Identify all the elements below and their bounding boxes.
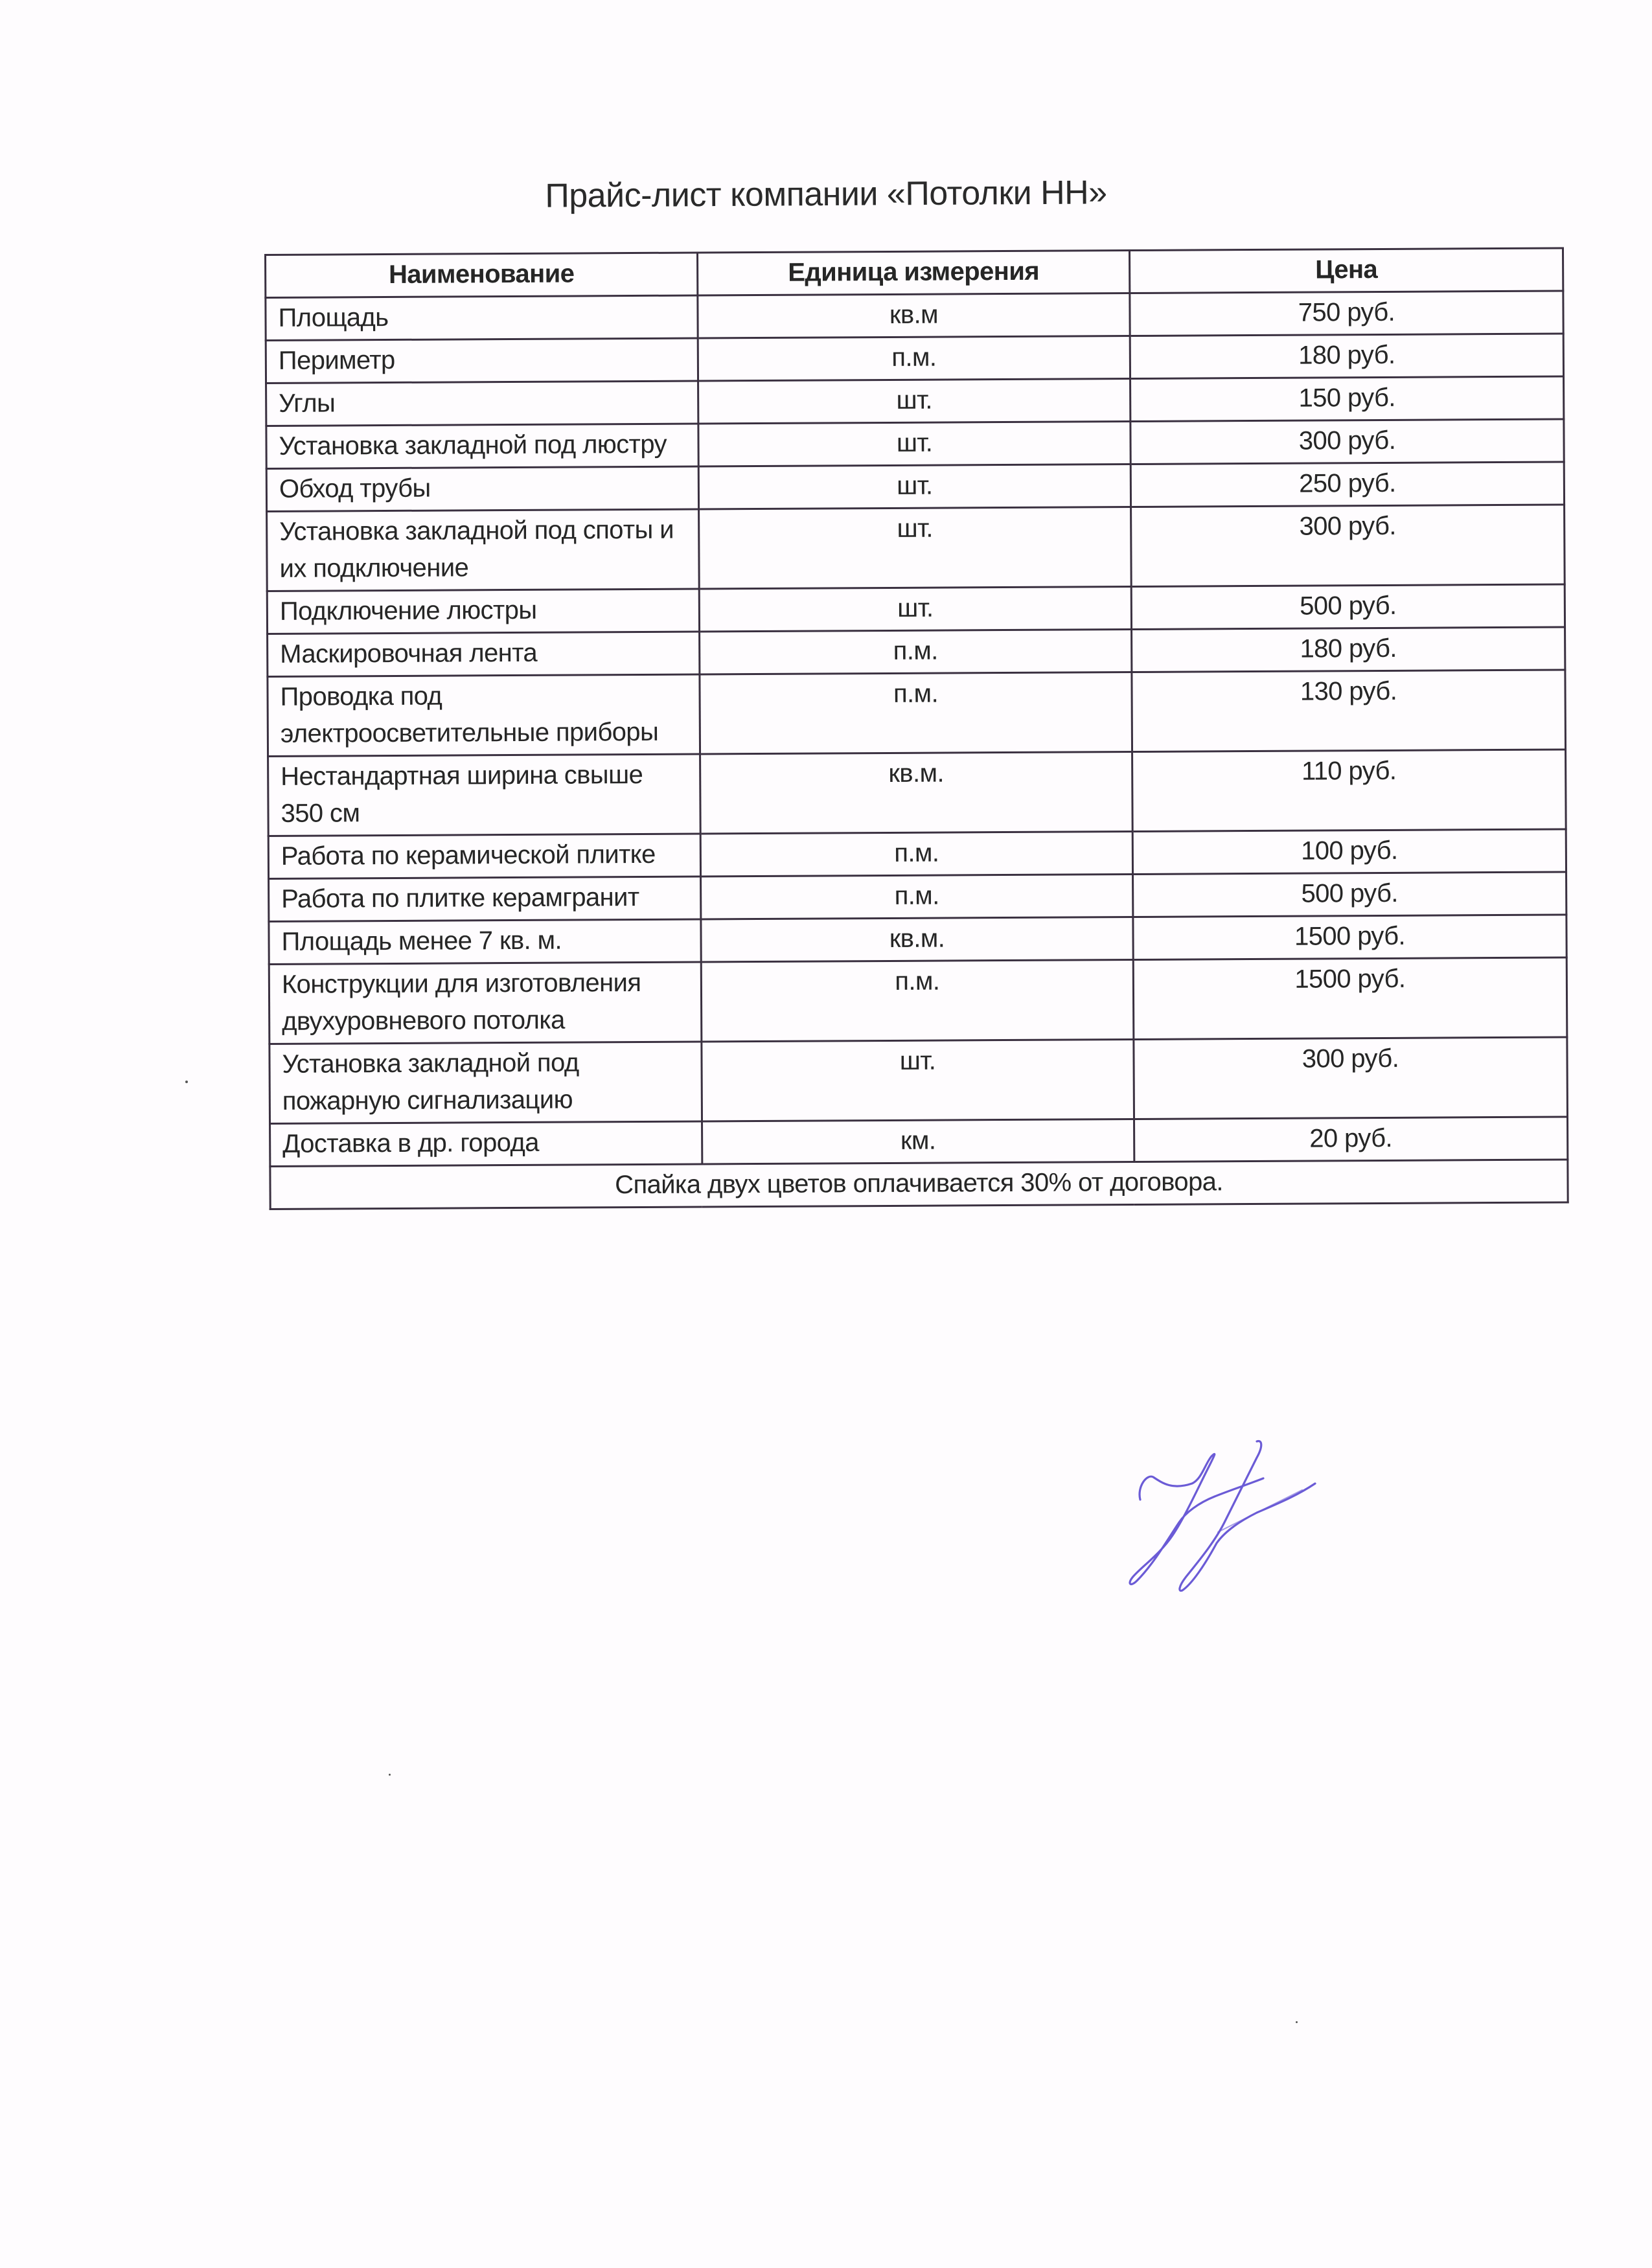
table-row <box>269 872 1566 921</box>
table-row <box>270 1117 1568 1166</box>
table-row <box>268 829 1566 878</box>
table-body <box>266 291 1568 1166</box>
scan-speck <box>1296 2021 1298 2023</box>
item-price: 1500 руб. <box>1133 915 1566 960</box>
item-price: 300 руб. <box>1130 419 1564 464</box>
item-unit: шт. <box>699 587 1131 632</box>
item-name: Конструкции для изготовления двухуровневого потолка <box>269 962 702 1044</box>
item-unit: п.м. <box>701 874 1133 919</box>
note-row <box>270 1160 1568 1209</box>
table-row <box>268 670 1566 756</box>
item-name: Обход трубы <box>266 466 698 511</box>
item-price: 250 руб. <box>1130 462 1564 507</box>
item-price: 110 руб. <box>1132 750 1566 832</box>
item-name: Периметр <box>266 338 698 383</box>
table-row <box>268 627 1565 676</box>
item-name: Доставка в др. города <box>270 1121 702 1166</box>
item-unit: км. <box>702 1119 1134 1163</box>
item-unit: кв.м. <box>701 917 1133 961</box>
table-row <box>266 334 1563 383</box>
item-name: Работа по плитке керамгранит <box>269 876 701 921</box>
item-unit: шт. <box>699 507 1132 589</box>
item-price: 750 руб. <box>1130 291 1563 336</box>
item-price: 1500 руб. <box>1133 957 1567 1040</box>
header-name: Наименование <box>266 253 698 297</box>
table-row <box>268 750 1566 836</box>
item-unit: шт. <box>702 1039 1134 1121</box>
item-unit: кв.м <box>698 293 1130 338</box>
item-price: 130 руб. <box>1132 670 1566 752</box>
item-unit: п.м. <box>700 672 1132 753</box>
item-name: Проводка под электроосветительные приборы <box>268 674 700 756</box>
item-name: Углы <box>266 381 698 426</box>
item-name: Нестандартная ширина свыше 350 см <box>268 754 701 836</box>
item-unit: кв.м. <box>700 751 1133 833</box>
item-name: Площадь <box>266 295 698 340</box>
item-name: Работа по керамической плитке <box>268 834 700 878</box>
item-price: 150 руб. <box>1130 376 1563 422</box>
header-price: Цена <box>1129 248 1563 293</box>
item-price: 20 руб. <box>1134 1117 1567 1162</box>
item-unit: шт. <box>698 422 1130 466</box>
item-price: 180 руб. <box>1132 627 1565 672</box>
table-row <box>266 462 1564 511</box>
item-price: 100 руб. <box>1132 829 1566 875</box>
scan-speck <box>185 1081 188 1083</box>
item-price: 500 руб. <box>1133 872 1566 917</box>
table-row <box>267 584 1565 634</box>
item-unit: шт. <box>698 464 1130 509</box>
item-price: 300 руб. <box>1131 505 1565 587</box>
table-row <box>270 1037 1568 1123</box>
item-unit: шт. <box>698 379 1130 424</box>
price-table-container <box>264 247 1569 1209</box>
table-row <box>266 376 1564 426</box>
price-table <box>264 247 1569 1209</box>
item-name: Маскировочная лента <box>268 632 700 676</box>
table-row <box>266 291 1563 340</box>
item-price: 500 руб. <box>1131 584 1565 630</box>
signature-icon <box>1101 1393 1360 1620</box>
header-unit: Единица измерения <box>697 251 1129 295</box>
item-price: 300 руб. <box>1134 1037 1568 1119</box>
item-price: 180 руб. <box>1130 334 1563 379</box>
document-title: Прайс-лист компании «Потолки НН» <box>545 174 1107 215</box>
table-header-row <box>266 248 1563 297</box>
scan-speck <box>389 1774 391 1776</box>
item-name: Установка закладной под пожарную сигнализацию <box>270 1042 702 1123</box>
item-unit: п.м. <box>700 831 1132 876</box>
item-name: Подключение люстры <box>267 589 699 634</box>
item-unit: п.м. <box>698 336 1130 381</box>
table-row <box>266 419 1564 468</box>
item-unit: п.м. <box>700 629 1132 674</box>
item-name: Установка закладной под спoты и их подключение <box>267 509 700 591</box>
item-name: Установка закладной под люстру <box>266 424 698 468</box>
item-unit: п.м. <box>701 959 1134 1041</box>
table-row <box>267 505 1565 591</box>
item-name: Площадь менее 7 кв. м. <box>269 919 701 964</box>
table-row <box>269 957 1567 1044</box>
note-text: Спайка двух цветов оплачивается 30% от договора. <box>270 1160 1568 1209</box>
table-row <box>269 915 1566 964</box>
